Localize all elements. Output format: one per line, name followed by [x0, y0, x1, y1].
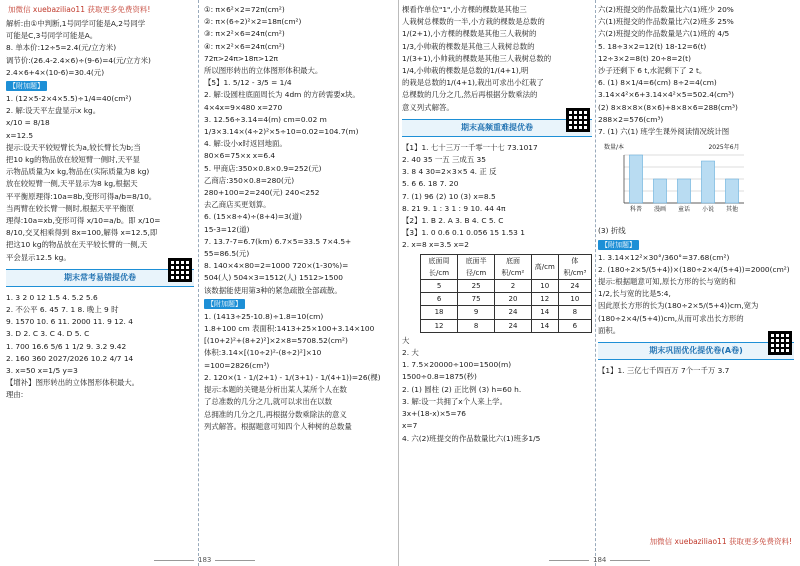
- answer-line: 72π>24π>18π>12π: [204, 53, 278, 63]
- table-cell: 体积/cm³: [558, 254, 591, 279]
- table-cell: 75: [458, 293, 495, 306]
- answer-line: 六(1)班提交的作品数量比六(2)班多 25%: [598, 17, 734, 27]
- table-cell: 10: [558, 293, 591, 306]
- answer-line: 去乙商店买更划算。: [204, 200, 271, 210]
- answer-line: 9. 1570 10. 6 11. 2000 11. 9 12. 4: [6, 317, 133, 327]
- table-cell: 20: [495, 293, 532, 306]
- chart-bar: [653, 179, 666, 203]
- answer-line: 1/(2+1),小方棵的棵数是其他三人栽树的: [402, 29, 537, 39]
- table-cell: 24: [495, 306, 532, 319]
- table-cell: 8: [558, 306, 591, 319]
- answer-line: 8. 单本价:12÷5=2.4(元/立方米): [6, 43, 117, 53]
- qr-code-icon: [168, 258, 192, 282]
- answer-line: 80×6=75×x x=6.4: [204, 151, 276, 161]
- chart-x-tick-label: 童话: [677, 206, 691, 214]
- page-number-left: 183: [150, 556, 259, 564]
- section-banner-title: 期末巩固优化提优卷(A卷): [649, 345, 743, 355]
- answer-line: 1. (12×5-2×4×5.5)÷1/4=40(cm²): [6, 94, 132, 104]
- answer-line: 棵看作单位"1",小方棵的棵数是其他三: [402, 5, 527, 14]
- answer-line: 2. 120×(1 - 1/(2+1) - 1/(3+1) - 1/(4+1))=26(棵): [204, 372, 381, 382]
- column-3-lines-3: [402, 335, 592, 445]
- table-cell: 18: [421, 306, 458, 319]
- chart-title: 2025年6月: [708, 144, 740, 152]
- answer-line: 504(人) 504×3=1512(人) 1512>1500: [204, 273, 343, 283]
- answer-line: 当两臂在较长臂一侧时,根据天平平衡原: [6, 203, 134, 213]
- qr-code-icon: [566, 108, 590, 132]
- answer-line: ①: π×6²×2=72π(cm²): [204, 5, 285, 14]
- answer-line: (3) 折线: [598, 226, 626, 236]
- column-4-lines-2: [598, 225, 794, 237]
- answer-line: 六(2)班提交的作品数量比六(1)班少 20%: [598, 5, 734, 14]
- answer-line: 4×4x=9×480 x=270: [204, 102, 283, 112]
- answer-line: 列式解答。根据题意可知四个人种树的总数量: [204, 421, 352, 431]
- table-row: [421, 280, 592, 293]
- table-cell: 底面积/cm²: [495, 254, 532, 279]
- answer-line: 4. 六(2)班提交的作品数量比六(1)班多1/5: [402, 433, 541, 443]
- answer-line: 【2】1. B 2. A 3. B 4. C 5. C: [402, 216, 504, 226]
- table-row: [421, 254, 592, 279]
- answer-line: ②: π×(6÷2)²×2=18π(cm²): [204, 17, 302, 27]
- answer-line: 3. 12.56÷3.14=4(m) cm=0.02 m: [204, 114, 327, 124]
- answer-line: 总棵数的几分之几,然后再根据分数乘法的: [402, 90, 538, 100]
- answer-line: 大: [402, 335, 410, 345]
- section-banner-title: 期末常考易错提优卷: [64, 272, 136, 282]
- column-4: [598, 4, 794, 548]
- table-cell: 10: [531, 280, 558, 293]
- answer-line: 3x+(18-x)×5=76: [402, 409, 466, 419]
- answer-line: 【5】1. 5/12 - 3/5 = 1/4: [204, 78, 292, 88]
- answer-line: 3. D 2. C 3. C 4. D 5. C: [6, 329, 90, 339]
- table-cell: 9: [458, 306, 495, 319]
- section-banner: [402, 119, 592, 137]
- extra-question-tag: 【附加题】: [598, 240, 639, 250]
- answer-line: 2. 解:设圆柱底面周长为 4dm 的方砖需要x块。: [204, 90, 360, 100]
- answer-line: 沙子还剩下 6 t,水泥剩下了 2 t。: [598, 66, 707, 76]
- answer-line: 六(2)班提交的作品数量是六(1)班的 4/5: [598, 29, 730, 39]
- answer-line: 的栽是总数的1/(4+1),栽出可求出小红栽了: [402, 78, 544, 88]
- chart-bar: [701, 161, 714, 203]
- answer-line: 示物品质量为x kg,物品在(实际质量为8 kg): [6, 167, 150, 177]
- footer-watermark-right: 加微信 xuebaziliao11 获取更多免费资料!: [649, 537, 792, 546]
- answer-line: 1/3,小帅栽的棵数是其他三人栽树总数的: [402, 41, 535, 51]
- column-1-lines: [6, 18, 194, 79]
- answer-line: 可能是C,3号同学可能是A。: [6, 31, 98, 41]
- answer-line: 2. (180÷2×5/(5+4))×(180÷2×4/(5+4))=2000(cm²): [598, 264, 790, 274]
- extra-question-tag: 【附加题】: [6, 81, 47, 91]
- answer-line: 【3】1. 0 0.6 0.1 0.056 15 1.53 1: [402, 228, 525, 238]
- answer-line: 因此原长方形的长为(180÷2×5/(5+4))cm,宽为: [598, 301, 759, 311]
- answer-line: 人栽树总棵数的一半,小方栽的棵数是总数的: [402, 17, 545, 27]
- table-cell: 25: [458, 280, 495, 293]
- table-cell: 24: [495, 319, 532, 332]
- answer-line: 乙商店:350×0.8=280(元): [204, 175, 295, 185]
- answer-line: 1. (1413÷25-10.8)÷1.8=10(cm): [204, 311, 324, 321]
- answer-line: 15-3=12(道): [204, 224, 250, 234]
- table-row: [421, 306, 592, 319]
- table-cell: 2: [495, 280, 532, 293]
- chart-x-tick-label: 其他: [725, 206, 739, 214]
- answer-line: 1/2,长与宽的比是5:4,: [598, 289, 671, 299]
- answer-line: 7. (1) 96 (2) 10 (3) x=8.5: [402, 191, 496, 201]
- column-1: [6, 4, 194, 548]
- table-cell: 6: [421, 293, 458, 306]
- column-2-lines-3: [204, 311, 394, 433]
- answer-line: 5. 甲商店:350×0.8×0.9=252(元): [204, 163, 322, 173]
- chart-bar: [629, 155, 642, 203]
- answer-table: [420, 254, 592, 333]
- answer-line: 理由:: [6, 390, 24, 400]
- answer-line: 把这10 kg的物品放在天平较长臂的一侧,天: [6, 240, 148, 250]
- answer-line: 2. x=8 x=3.5 x=2: [402, 240, 469, 250]
- answer-line: x/10 = 8/18: [6, 118, 50, 128]
- answer-line: [(10+2)²+(8+2)²]×2×8=5708.52(cm²): [204, 336, 348, 346]
- answer-line: 3. x=50 x=1/5 y=3: [6, 366, 78, 376]
- column-2-lines: [204, 4, 394, 77]
- chart-x-tick-label: 小说: [701, 206, 715, 214]
- section-banner-title: 期末高频重难提优卷: [461, 122, 533, 132]
- chart-x-tick-label: 漫画: [653, 206, 667, 214]
- answer-line: 2.4×6+4×(10-6)=30.4(元): [6, 67, 105, 77]
- table-cell: 底面周长/cm: [421, 254, 458, 279]
- table-cell: 底面半径/cm: [458, 254, 495, 279]
- answer-line: (2) 8×8×8×(8×6)+8×8×6=288(cm³): [598, 102, 738, 112]
- column-2: [204, 4, 394, 548]
- column-1-lines-3: [6, 292, 194, 402]
- answer-line: 3.14×4²×6+3.14×4²×5=502.4(cm³): [598, 90, 734, 100]
- answer-line: ④: π×2²×6=24π(cm²): [204, 41, 285, 51]
- column-4-lines: [598, 4, 794, 138]
- table-cell: 12: [531, 293, 558, 306]
- column-4-lines-3: [598, 252, 794, 337]
- section-banner: [598, 342, 794, 360]
- table-cell: 高/cm: [531, 254, 558, 279]
- answer-line: 6. (15×8÷4)÷(8+4)=3(道): [204, 212, 302, 222]
- column-1-lines-2: [6, 93, 194, 264]
- qr-code-icon: [768, 331, 792, 355]
- answer-line: (180÷2×4/(5+4))cm,从而可求出长方形的: [598, 313, 744, 323]
- answer-line: 1. 7.5×20000÷100=1500(m): [402, 360, 512, 370]
- answer-line: 4. 解:设小x时返回地面。: [204, 139, 287, 149]
- chart-x-tick-label: 科普: [629, 206, 643, 214]
- answer-line: 2. 不公平 6. 45 7. 1 8. 晚上 9 时: [6, 305, 119, 315]
- answer-line: 3. 解:设一共拥了x个人来上学。: [402, 396, 507, 406]
- answer-line: 2. 40 35 一五 三成五 35: [402, 155, 486, 165]
- chart-y-label: 数量/本: [604, 144, 625, 152]
- answer-line: 平平衡原理得:10a=8b,变形可得a/b=8/10。: [6, 191, 157, 201]
- answer-line: 体积:3.14×[(10÷2)²-(8÷2)²]×10: [204, 348, 322, 358]
- answer-line: 解析:由①中判断,1号同学可能是A,2号同学: [6, 19, 146, 28]
- answer-line: 5. 18÷3×2=12(t) 18-12=6(t): [598, 41, 707, 51]
- answer-line: 【1】1. 七十三万一千零一十七 73.1017: [402, 142, 538, 152]
- answer-line: 1/4,小帅栽的棵数是总数的1/(4+1),明: [402, 66, 529, 76]
- table-row: [421, 319, 592, 332]
- answer-line: 7. 13.7-7=6.7(km) 6.7×5=33.5 7×4.5+: [204, 236, 352, 246]
- answer-line: 12÷3×2=8(t) 20÷8=2(t): [598, 53, 691, 63]
- answer-line: 8. 140×4×80=2=1000 720×(1-30%)=: [204, 261, 349, 271]
- answer-line: 意义列式解答。: [402, 102, 454, 112]
- column-3-lines: [402, 4, 592, 114]
- extra-question-tag: 【附加题】: [204, 299, 245, 309]
- answer-line: 55=86.5(元): [204, 249, 250, 259]
- answer-line: 提示:本题的关键是分析出某人某所个人在数: [204, 385, 347, 395]
- answer-line: 提示:根据题意可知,原长方形的长与宽的和: [598, 277, 736, 287]
- table-cell: 5: [421, 280, 458, 293]
- header-watermark-left: 加微信 xuebaziliao11 获取更多免费资料!: [6, 4, 194, 16]
- answer-line: 1.8+100 cm 表面积:1413+25×100+3.14×100: [204, 324, 375, 334]
- answer-line: 总拥准的几分之几,再根据分数乘除法的意义: [204, 409, 347, 419]
- answer-line: 1500÷0.8=1875(秒): [402, 372, 477, 382]
- answer-line: 该数据能使用第3种的紧急疏散全部疏散。: [204, 285, 342, 295]
- answer-line: 平会显示12.5 kg。: [6, 252, 71, 262]
- column-4-lines-4: [598, 365, 794, 377]
- answer-line: 【1】1. 三亿七千四百万 7个一千万 3.7: [598, 366, 730, 376]
- chart-bar: [677, 179, 690, 203]
- answer-line: 6. (1) 8×1/4=6(cm) 8÷2=4(cm): [598, 78, 717, 88]
- answer-line: 面积。: [598, 325, 621, 335]
- answer-line: 2. 解:设天平左盘显示x kg。: [6, 106, 101, 116]
- answer-line: x=12.5: [6, 130, 34, 140]
- answer-line: ③: π×2²×6=24π(cm²): [204, 29, 285, 39]
- answer-line: 2. 大: [402, 348, 419, 358]
- table-cell: 14: [531, 319, 558, 332]
- answer-line: 1. 700 16.6 5/6 1 1/2 9. 3.2 9.42: [6, 341, 127, 351]
- answer-line: 所以图形转出的立体图形体积最大。: [204, 66, 323, 76]
- answer-line: x=7: [402, 421, 418, 431]
- answer-line: 8/10,交叉相乘得到 8x=100,解得 x=12.5,即: [6, 228, 158, 238]
- answer-line: 5. 6 6. 18 7. 20: [402, 179, 459, 189]
- answer-line: 2. (1) 圆柱 (2) 正比例 (3) h=60 h.: [402, 384, 522, 394]
- table-cell: 12: [421, 319, 458, 332]
- answer-line: 3. 8 4 30=2×3×5 4. 正 反: [402, 167, 497, 177]
- table-cell: 6: [558, 319, 591, 332]
- column-3: [402, 4, 592, 548]
- answer-line: 了总准数的几分之几,就可以求出在以数: [204, 397, 332, 407]
- column-2-lines-2: [204, 77, 394, 297]
- answer-line: 280+100=2=240(元) 240<252: [204, 188, 320, 198]
- table-cell: 14: [531, 306, 558, 319]
- answer-line: 理得:10a=xb,变形可得 x/10=a/b。即 x/10=: [6, 216, 161, 226]
- page-number-right: 184: [545, 556, 654, 564]
- answer-line: 288×2=576(cm³): [598, 114, 664, 124]
- table-row: [421, 293, 592, 306]
- answer-line: 7. (1) 六(1) 班学生课外阅读情况统计图: [598, 127, 730, 137]
- table-cell: 24: [558, 280, 591, 293]
- table-cell: 8: [458, 319, 495, 332]
- answer-line: =100=2826(cm³): [204, 360, 270, 370]
- bar-chart: [602, 141, 752, 219]
- answer-line: 2. 160 360 2027/2026 10.2 4/7 14: [6, 353, 134, 363]
- answer-line: 1/(3+1),小帅栽的棵数是其他三人栽树总数的: [402, 53, 552, 63]
- answer-line: 1. 3 2 0 12 1.5 4. 5.2 5.6: [6, 292, 98, 302]
- answer-line: 【增补】图形转出的立体图形体积最大。: [6, 378, 140, 388]
- answer-line: 1/3×3.14×(4÷2)²×5÷10=0.02=104.7(m): [204, 127, 359, 137]
- answer-line: 调节价:(26.4-2.4×6)÷(9-6)=4(元/立方米): [6, 55, 151, 65]
- answer-line: 1. 3.14×12²×30°/360°=37.68(cm²): [598, 252, 730, 262]
- chart-bar: [725, 179, 738, 203]
- answer-line: 把10 kg的物品放在较短臂一侧时,天平显: [6, 155, 140, 165]
- column-3-lines-2: [402, 142, 592, 252]
- section-banner: [6, 269, 194, 287]
- answer-line: 8. 21 9. 1 : 3 1 : 9 10. 44 4π: [402, 203, 506, 213]
- answer-line: 提示:设天平较短臂长为a,较长臂长为b;当: [6, 142, 141, 152]
- answer-line: 放在较短臂一侧,天平显示为8 kg,根据天: [6, 179, 138, 189]
